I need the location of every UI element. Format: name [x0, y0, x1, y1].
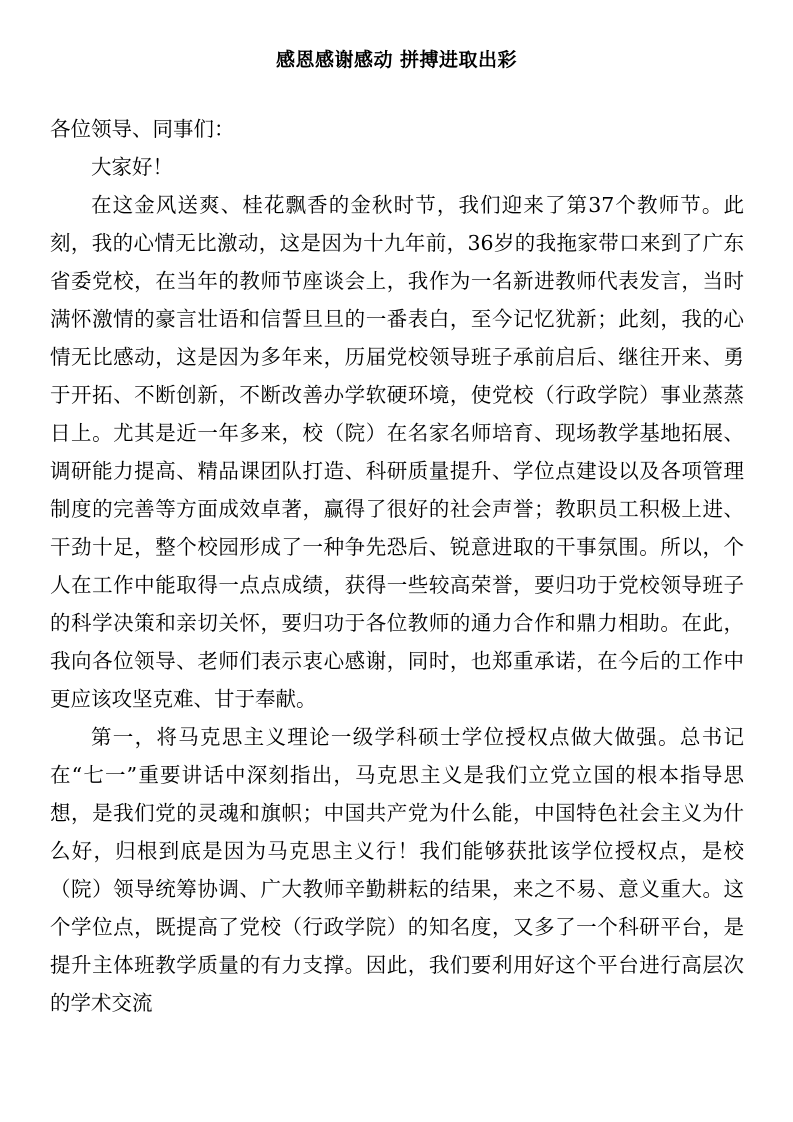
- paragraph-2: 第一，将马克思主义理论一级学科硕士学位授权点做大做强。总书记在“七一”重要讲话中深刻指出，马克思主义是我们立党立国的根本指导思想，是我们党的灵魂和旗帜；中国共产党为什么能，中国特色社会主义为什么好，归根到底是因为马克思主义行！我们能够获批该学位授权点，是校（院）领导统筹协调、广大教师辛勤耕耘的结果，来之不易、意义重大。这个学位点，既提高了党校（行政学院）的知名度，又多了一个科研平台，是提升主体班教学质量的有力支撑。因此，我们要利用好这个平台进行高层次的学术交流: [50, 725, 744, 1015]
- greeting: 大家好！: [91, 155, 173, 179]
- document-title: 感恩感谢感动 拼搏进取出彩: [275, 49, 518, 71]
- paragraph-1: 在这金风送爽、桂花飘香的金秋时节，我们迎来了第37个教师节。此刻，我的心情无比激动，这是因为十九年前，36岁的我拖家带口来到了广东省委党校，在当年的教师节座谈会上，我作为一名新进教师代表发言，当时满怀激情的豪言壮语和信誓旦旦的一番表白，至今记忆犹新；此刻，我的心情无比感动，这是因为多年来，历届党校领导班子承前启后、继往开来、勇于开拓、不断创新，不断改善办学软硬环境，使党校（行政学院）事业蒸蒸日上。尤其是近一年多来，校（院）在名家名师培育、现场教学基地拓展、调研能力提高、精品课团队打造、科研质量提升、学位点建设以及各项管理制度的完善等方面成效卓著，赢得了很好的社会声誉；教职员工积极上进、干劲十足，整个校园形成了一种争先恐后、锐意进取的干事氛围。所以，个人在工作中能取得一点点成绩，获得一些较高荣誉，要归功于党校领导班子的科学决策和亲切关怀，要归功于各位教师的通力合作和鼎力相助。在此，我向各位领导、老师们表示衷心感谢，同时，也郑重承诺，在今后的工作中更应该攻坚克难、甘于奉献。: [50, 193, 744, 711]
- salutation: 各位领导、同事们：: [50, 117, 235, 141]
- document-body: [50, 110, 744, 1022]
